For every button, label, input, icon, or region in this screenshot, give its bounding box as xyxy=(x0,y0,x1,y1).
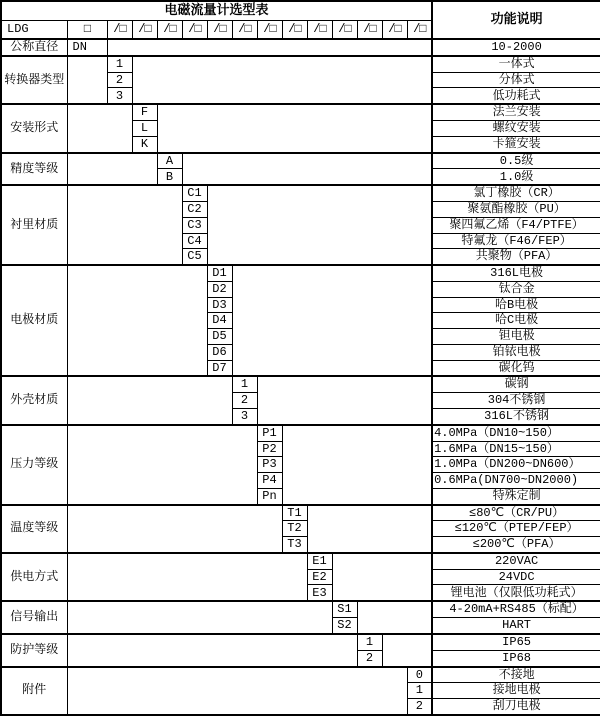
code-cell: D1 xyxy=(207,265,232,281)
spacer-cell xyxy=(67,153,157,186)
model-slash-box-cell: /□ xyxy=(107,21,132,40)
desc-cell: 锂电池（仅限低功耗式） xyxy=(432,585,600,601)
code-cell: T3 xyxy=(282,537,307,553)
spacer-cell xyxy=(67,505,282,553)
model-slash-box-cell: /□ xyxy=(357,21,382,40)
desc-cell: 24VDC xyxy=(432,569,600,585)
category-label-accessories: 附件 xyxy=(1,667,67,715)
desc-cell: 4.0MPa（DN10~150） xyxy=(432,425,600,441)
model-slash-box-cell: /□ xyxy=(182,21,207,40)
desc-cell: 分体式 xyxy=(432,72,600,88)
spacer-cell xyxy=(157,104,432,152)
category-label-housing: 外壳材质 xyxy=(1,376,67,424)
code-cell: 2 xyxy=(357,650,382,666)
category-label-power-supply: 供电方式 xyxy=(1,553,67,601)
code-cell: D5 xyxy=(207,329,232,345)
code-cell: D3 xyxy=(207,297,232,313)
desc-cell: 聚氨酯橡胶（PU） xyxy=(432,202,600,218)
code-cell: C5 xyxy=(182,249,207,265)
category-label-installation: 安装形式 xyxy=(1,104,67,152)
desc-cell: 法兰安装 xyxy=(432,104,600,120)
category-label-lining: 衬里材质 xyxy=(1,185,67,265)
spacer-cell xyxy=(67,376,232,424)
category-label-converter-type: 转换器类型 xyxy=(1,56,67,104)
spacer-cell xyxy=(307,505,432,553)
code-cell: D6 xyxy=(207,344,232,360)
model-slash-box-cell: /□ xyxy=(282,21,307,40)
desc-cell: 316L电极 xyxy=(432,265,600,281)
desc-cell: 1.0级 xyxy=(432,169,600,185)
code-cell: C1 xyxy=(182,185,207,201)
desc-cell: 钽电极 xyxy=(432,329,600,345)
code-cell-dn: DN xyxy=(67,39,107,56)
code-cell: 1 xyxy=(357,634,382,650)
spacer-cell xyxy=(67,185,182,265)
spacer-cell xyxy=(67,553,307,601)
category-label-pressure: 压力等级 xyxy=(1,425,67,505)
desc-cell: 220VAC xyxy=(432,553,600,569)
spacer-cell xyxy=(257,376,432,424)
desc-cell: HART xyxy=(432,618,600,634)
code-cell: C2 xyxy=(182,202,207,218)
model-prefix: LDG xyxy=(1,21,67,40)
desc-cell: 卡箍安装 xyxy=(432,136,600,152)
code-cell: E2 xyxy=(307,569,332,585)
table-title: 电磁流量计选型表 xyxy=(1,1,432,21)
desc-cell: 哈C电极 xyxy=(432,313,600,329)
code-cell: 2 xyxy=(107,72,132,88)
code-cell: L xyxy=(132,121,157,137)
desc-cell: 一体式 xyxy=(432,56,600,72)
spacer-cell xyxy=(332,553,432,601)
code-cell: 0 xyxy=(407,667,432,683)
model-slash-box-cell: /□ xyxy=(407,21,432,40)
code-cell: T1 xyxy=(282,505,307,521)
spacer-cell xyxy=(132,56,432,104)
desc-cell: 哈B电极 xyxy=(432,297,600,313)
model-box-cell: □ xyxy=(67,21,107,40)
desc-cell: 低功耗式 xyxy=(432,88,600,104)
desc-cell: 不接地 xyxy=(432,667,600,683)
desc-cell: ≤80℃（CR/PU） xyxy=(432,505,600,521)
code-cell: D7 xyxy=(207,360,232,376)
spacer-cell xyxy=(67,667,407,715)
desc-cell: ≤120℃（PTEP/FEP） xyxy=(432,521,600,537)
code-cell: C3 xyxy=(182,217,207,233)
code-cell: 2 xyxy=(232,393,257,409)
model-slash-box-cell: /□ xyxy=(207,21,232,40)
spacer-cell xyxy=(207,185,432,265)
desc-cell: ≤200℃（PFA） xyxy=(432,537,600,553)
spacer-cell xyxy=(67,56,107,104)
spacer-cell xyxy=(107,39,432,56)
function-column-header: 功能说明 xyxy=(432,1,600,39)
desc-cell: 特殊定制 xyxy=(432,488,600,504)
spacer-cell xyxy=(67,601,332,634)
desc-cell: 304不锈钢 xyxy=(432,393,600,409)
desc-cell: IP68 xyxy=(432,650,600,666)
model-slash-box-cell: /□ xyxy=(382,21,407,40)
spacer-cell xyxy=(67,634,357,667)
code-cell: 2 xyxy=(407,699,432,715)
code-cell: D2 xyxy=(207,281,232,297)
code-cell: 3 xyxy=(232,408,257,424)
spacer-cell xyxy=(67,425,257,505)
category-label-temperature: 温度等级 xyxy=(1,505,67,553)
code-cell: 1 xyxy=(232,376,257,392)
code-cell: S2 xyxy=(332,618,357,634)
code-cell: E1 xyxy=(307,553,332,569)
desc-cell: 碳化钨 xyxy=(432,360,600,376)
desc-cell: 氯丁橡胶（CR） xyxy=(432,185,600,201)
code-cell: F xyxy=(132,104,157,120)
code-cell: T2 xyxy=(282,521,307,537)
code-cell: 3 xyxy=(107,88,132,104)
code-cell: B xyxy=(157,169,182,185)
spacer-cell xyxy=(282,425,432,505)
model-slash-box-cell: /□ xyxy=(132,21,157,40)
spacer-cell xyxy=(182,153,432,186)
desc-cell: 316L不锈钢 xyxy=(432,408,600,424)
code-cell: K xyxy=(132,136,157,152)
spacer-cell xyxy=(357,601,432,634)
model-slash-box-cell: /□ xyxy=(307,21,332,40)
desc-cell: 螺纹安装 xyxy=(432,121,600,137)
spacer-cell xyxy=(67,265,207,376)
code-cell: E3 xyxy=(307,585,332,601)
category-label-accuracy: 精度等级 xyxy=(1,153,67,186)
code-cell: S1 xyxy=(332,601,357,617)
code-cell: P4 xyxy=(257,473,282,489)
desc-cell: 钛合金 xyxy=(432,281,600,297)
desc-cell: 接地电极 xyxy=(432,683,600,699)
desc-cell: 共聚物（PFA） xyxy=(432,249,600,265)
code-cell: 1 xyxy=(407,683,432,699)
desc-cell: 0.6MPa(DN700~DN2000) xyxy=(432,473,600,489)
category-label-electrode: 电极材质 xyxy=(1,265,67,376)
desc-cell: 特氟龙（F46/FEP） xyxy=(432,233,600,249)
code-cell: D4 xyxy=(207,313,232,329)
category-label-diameter: 公称直径 xyxy=(1,39,67,56)
desc-cell: 4-20mA+RS485（标配） xyxy=(432,601,600,617)
desc-cell: IP65 xyxy=(432,634,600,650)
desc-cell: 碳钢 xyxy=(432,376,600,392)
model-slash-box-cell: /□ xyxy=(232,21,257,40)
model-slash-box-cell: /□ xyxy=(157,21,182,40)
category-label-protection: 防护等级 xyxy=(1,634,67,667)
code-cell: P3 xyxy=(257,457,282,473)
model-slash-box-cell: /□ xyxy=(332,21,357,40)
desc-cell: 铂铱电极 xyxy=(432,344,600,360)
code-cell: P2 xyxy=(257,441,282,457)
desc-cell: 1.0MPa（DN200~DN600） xyxy=(432,457,600,473)
desc-cell: 刮刀电极 xyxy=(432,699,600,715)
spacer-cell xyxy=(232,265,432,376)
spacer-cell xyxy=(67,104,132,152)
code-cell: Pn xyxy=(257,488,282,504)
code-cell: 1 xyxy=(107,56,132,72)
model-slash-box-cell: /□ xyxy=(257,21,282,40)
code-cell: C4 xyxy=(182,233,207,249)
desc-cell: 10-2000 xyxy=(432,39,600,56)
spacer-cell xyxy=(382,634,432,667)
desc-cell: 聚四氟乙烯（F4/PTFE） xyxy=(432,217,600,233)
desc-cell: 1.6MPa（DN15~150） xyxy=(432,441,600,457)
code-cell: A xyxy=(157,153,182,169)
code-cell: P1 xyxy=(257,425,282,441)
category-label-signal-output: 信号输出 xyxy=(1,601,67,634)
desc-cell: 0.5级 xyxy=(432,153,600,169)
